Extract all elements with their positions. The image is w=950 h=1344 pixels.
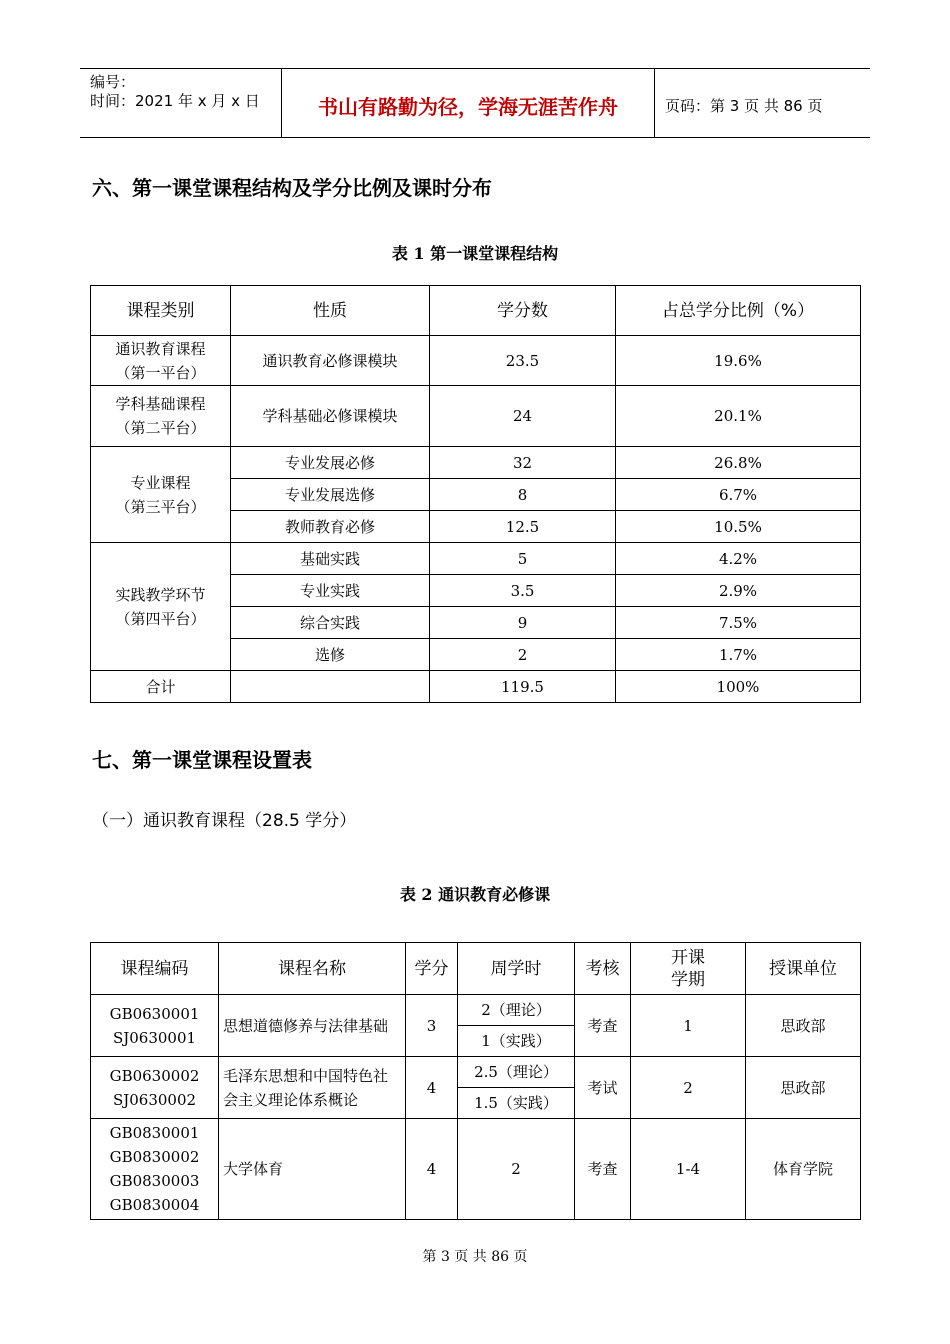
total-label-cell: 合计: [91, 671, 231, 703]
credit-ratio-cell: 19.6%: [616, 336, 861, 386]
course-credits-cell: 4: [406, 1057, 458, 1119]
course-code-cell: GB0630002 SJ0630002: [91, 1057, 219, 1119]
course-code-cell: GB0830001 GB0830002 GB0830003 GB0830004: [91, 1119, 219, 1220]
header-motto: 书山有路勤为径，学海无涯苦作舟: [318, 95, 618, 119]
course-category-cell: 实践教学环节 （第四平台）: [91, 543, 231, 671]
credits-cell: 24: [430, 386, 616, 447]
term-cell: 1: [631, 995, 746, 1057]
course-name-cell: 思想道德修养与法律基础: [219, 995, 406, 1057]
course-credits-cell: 4: [406, 1119, 458, 1220]
table-2-caption: 表 2 通识教育必修课: [399, 885, 551, 904]
credit-ratio-cell: 1.7%: [616, 639, 861, 671]
header-meta: [90, 73, 260, 111]
table-total-row: [91, 671, 861, 703]
table-row: [91, 543, 861, 575]
document-time-label: 时间：2021 年 x 月 x 日: [90, 92, 260, 110]
credits-cell: 32: [430, 447, 616, 479]
course-nature-cell: 教师教育必修: [231, 511, 430, 543]
total-ratio-cell: 100%: [616, 671, 861, 703]
column-header: 周学时: [458, 943, 575, 995]
table-header-row: [91, 943, 861, 995]
course-nature-cell: 专业实践: [231, 575, 430, 607]
assessment-cell: 考查: [575, 995, 631, 1057]
table-header-row: [91, 286, 861, 336]
credits-cell: 8: [430, 479, 616, 511]
column-header: 学分数: [430, 286, 616, 336]
credits-cell: 9: [430, 607, 616, 639]
column-header: 授课单位: [746, 943, 861, 995]
column-header: 考核: [575, 943, 631, 995]
credit-ratio-cell: 20.1%: [616, 386, 861, 447]
term-cell: 2: [631, 1057, 746, 1119]
credits-cell: 3.5: [430, 575, 616, 607]
table-row: [91, 995, 861, 1026]
table-row: [91, 1119, 861, 1220]
column-header: 课程名称: [219, 943, 406, 995]
credits-cell: 23.5: [430, 336, 616, 386]
weekly-hours-cell: 1（实践）: [458, 1026, 575, 1057]
course-nature-cell: 学科基础必修课模块: [231, 386, 430, 447]
section-6-title: 六、第一课堂课程结构及学分比例及课时分布: [92, 176, 492, 200]
section-7-title: 七、第一课堂课程设置表: [92, 748, 312, 772]
total-nature-cell: [231, 671, 430, 703]
page-footer: 第 3 页 共 86 页: [422, 1249, 528, 1265]
assessment-cell: 考试: [575, 1057, 631, 1119]
course-code-cell: GB0630001 SJ0630001: [91, 995, 219, 1057]
credit-ratio-cell: 10.5%: [616, 511, 861, 543]
teaching-unit-cell: 体育学院: [746, 1119, 861, 1220]
course-structure-table: [90, 285, 861, 703]
course-nature-cell: 选修: [231, 639, 430, 671]
credits-cell: 5: [430, 543, 616, 575]
column-header: 学分: [406, 943, 458, 995]
course-name-cell: 毛泽东思想和中国特色社会主义理论体系概论: [219, 1057, 406, 1119]
header-divider: [654, 69, 655, 137]
document-number-label: 编号：: [90, 73, 136, 91]
course-category-cell: 专业课程 （第三平台）: [91, 447, 231, 543]
total-credits-cell: 119.5: [430, 671, 616, 703]
column-header: 占总学分比例（%）: [616, 286, 861, 336]
course-nature-cell: 专业发展选修: [231, 479, 430, 511]
header-page-info: 页码：第 3 页 共 86 页: [665, 97, 823, 115]
column-header: 性质: [231, 286, 430, 336]
column-header: 课程编码: [91, 943, 219, 995]
section-7-subtitle: （一）通识教育课程（28.5 学分）: [92, 811, 357, 831]
table-row: [91, 336, 861, 386]
table-row: [91, 447, 861, 479]
credit-ratio-cell: 2.9%: [616, 575, 861, 607]
assessment-cell: 考查: [575, 1119, 631, 1220]
credit-ratio-cell: 26.8%: [616, 447, 861, 479]
course-nature-cell: 专业发展必修: [231, 447, 430, 479]
column-header: 开课 学期: [631, 943, 746, 995]
teaching-unit-cell: 思政部: [746, 995, 861, 1057]
term-cell: 1-4: [631, 1119, 746, 1220]
weekly-hours-cell: 2（理论）: [458, 995, 575, 1026]
table-row: [91, 1057, 861, 1088]
teaching-unit-cell: 思政部: [746, 1057, 861, 1119]
course-name-cell: 大学体育: [219, 1119, 406, 1220]
course-category-cell: 通识教育课程 （第一平台）: [91, 336, 231, 386]
credit-ratio-cell: 7.5%: [616, 607, 861, 639]
weekly-hours-cell: 2.5（理论）: [458, 1057, 575, 1088]
course-nature-cell: 通识教育必修课模块: [231, 336, 430, 386]
credit-ratio-cell: 4.2%: [616, 543, 861, 575]
credits-cell: 12.5: [430, 511, 616, 543]
column-header: 课程类别: [91, 286, 231, 336]
page-header: [80, 68, 870, 138]
weekly-hours-cell: 1.5（实践）: [458, 1088, 575, 1119]
table-row: [91, 386, 861, 447]
course-category-cell: 学科基础课程 （第二平台）: [91, 386, 231, 447]
credits-cell: 2: [430, 639, 616, 671]
credit-ratio-cell: 6.7%: [616, 479, 861, 511]
course-nature-cell: 基础实践: [231, 543, 430, 575]
course-credits-cell: 3: [406, 995, 458, 1057]
course-nature-cell: 综合实践: [231, 607, 430, 639]
general-education-courses-table: [90, 942, 861, 1220]
weekly-hours-cell: 2: [458, 1119, 575, 1220]
table-1-caption: 表 1 第一课堂课程结构: [391, 244, 559, 263]
